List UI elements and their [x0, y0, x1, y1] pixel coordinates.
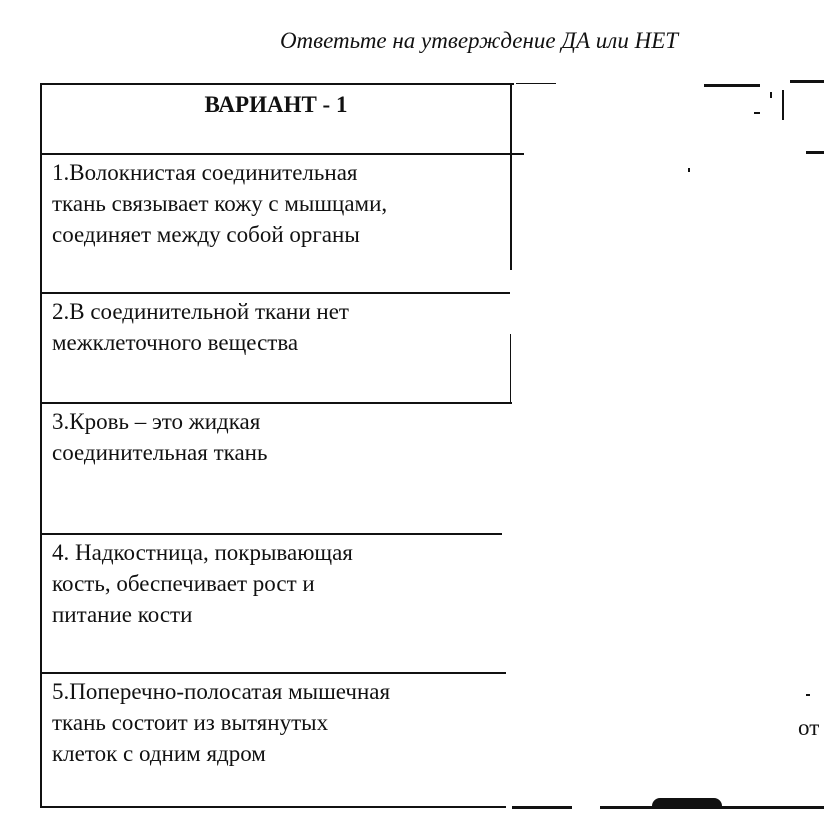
column-divider [510, 334, 511, 404]
statement-5: 5.Поперечно-полосатая мышечная ткань состоит из вытянутых клеток с одним ядром [52, 679, 391, 766]
row-separator [40, 402, 512, 404]
variant-header: ВАРИАНТ - 1 [204, 92, 348, 117]
table-bottom-border-fragment [600, 806, 824, 809]
fragment-text: от [798, 715, 820, 740]
table-top-border-fragment [516, 83, 556, 84]
scan-artifact [770, 92, 772, 98]
statement-4: 4. Надкостница, покрывающая кость, обеспечивает рост и питание кости [52, 540, 353, 627]
row-separator [40, 292, 510, 294]
column-divider [510, 155, 512, 270]
table-bottom-border-fragment [512, 806, 572, 809]
scan-artifact [754, 112, 760, 114]
scan-artifact [652, 798, 722, 806]
table-top-border-fragment [704, 84, 760, 87]
scan-artifact [806, 694, 810, 696]
instruction-heading: Ответьте на утверждение ДА или НЕТ [279, 28, 679, 53]
table-left-border [40, 83, 42, 807]
row-separator [40, 153, 524, 155]
scan-artifact [782, 90, 784, 120]
row-separator-fragment [806, 151, 824, 154]
statement-1: 1.Волокнистая соединительная ткань связывает кожу с мышцами, соединяет между собой органы [52, 160, 388, 247]
table-bottom-border [40, 806, 506, 808]
row-separator [40, 672, 506, 674]
table-top-border-fragment [790, 80, 824, 83]
statement-3: 3.Кровь – это жидкая соединительная ткань [52, 409, 268, 465]
scan-artifact [688, 168, 690, 172]
statement-2: 2.В соединительной ткани нет межклеточного вещества [52, 299, 349, 355]
column-divider [510, 83, 512, 155]
row-separator [40, 533, 502, 535]
